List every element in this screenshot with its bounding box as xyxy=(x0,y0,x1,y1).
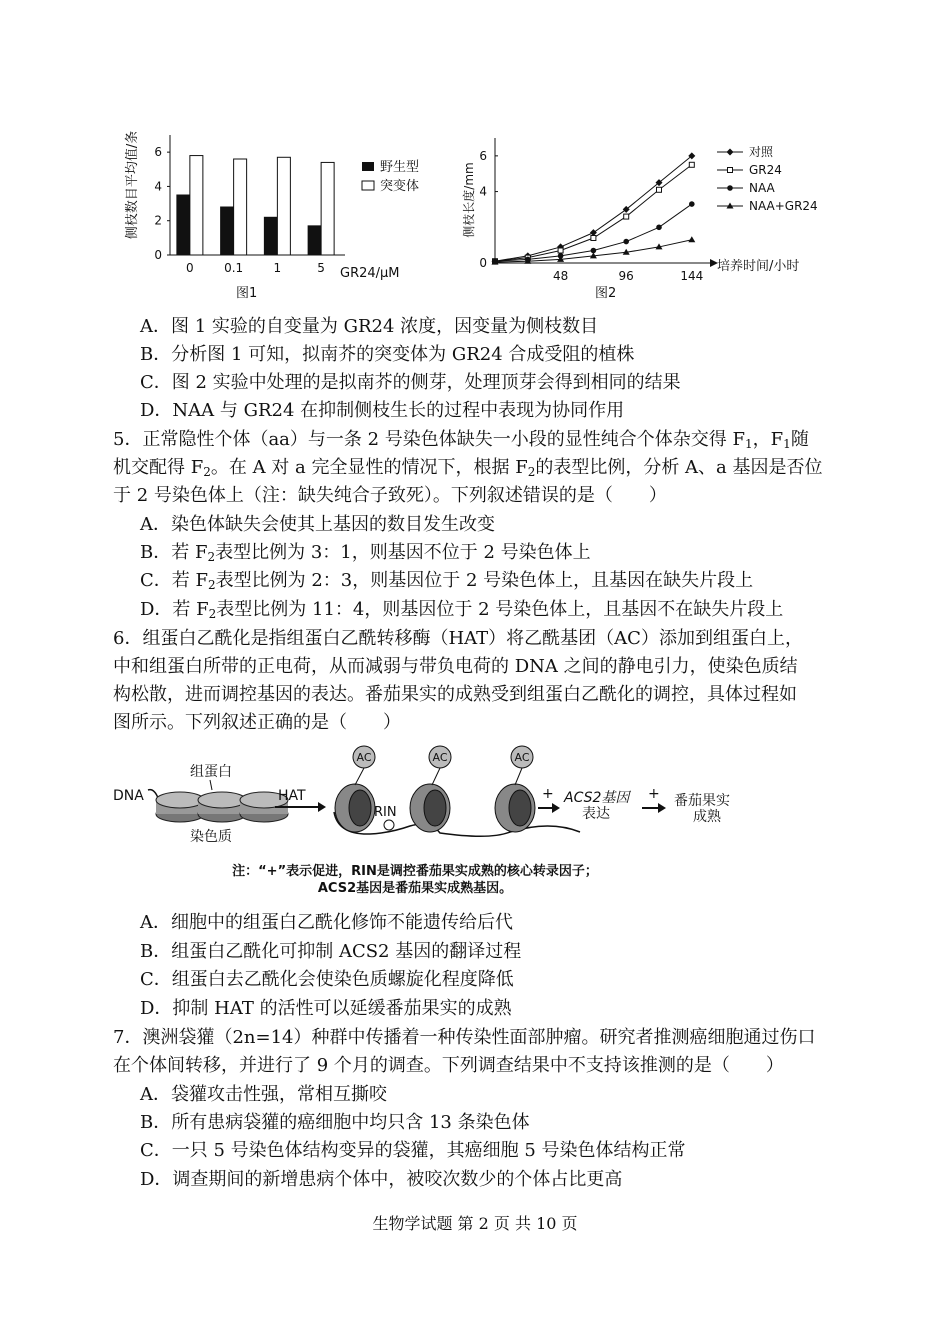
fig2-caption: 图2 xyxy=(595,286,617,301)
svg-text:AC: AC xyxy=(432,751,448,764)
fig2-x-tick-label: 48 xyxy=(552,269,569,283)
fig1-y-tick-label: 4 xyxy=(154,179,162,194)
q7-option-b: B．所有患病袋獾的癌细胞中均只含 13 条染色体 xyxy=(140,1112,530,1133)
fig2-y-tick-label: 4 xyxy=(479,184,487,199)
fig1-bar-mutant-5 xyxy=(321,162,334,255)
q5-stem-line-1: 5．正常隐性个体（aa）与一条 2 号染色体缺失一小段的显性纯合个体杂交得 $F_1$，$F_1$随 xyxy=(113,429,809,451)
acs2-expression-line-2: 表达 xyxy=(582,806,610,822)
fig2-point-3-6 xyxy=(688,236,695,242)
fig2-point-1-6 xyxy=(689,162,694,167)
q6-option-d: D．抑制 HAT 的活性可以延缓番茄果实的成熟 xyxy=(140,998,512,1019)
fig1-y-tick-label: 2 xyxy=(154,213,162,228)
q6-acetylation-diagram xyxy=(110,740,760,855)
fig1-ylabel: 侧枝数目平均值/条 xyxy=(125,130,140,240)
fig2-point-1-5 xyxy=(657,187,662,192)
q7-stem-line-1: 7．澳洲袋獾（2n=14）种群中传播着一种传染性面部肿瘤。研究者推测癌细胞通过伤口 xyxy=(113,1027,816,1048)
ripening-line-1: 番茄果实 xyxy=(674,793,730,809)
legend-label-wild: 野生型 xyxy=(380,160,420,175)
fig2-x-tick-label: 96 xyxy=(618,269,634,283)
histone-pointer xyxy=(210,780,212,790)
svg-text:AC: AC xyxy=(356,751,372,764)
dna-strand xyxy=(148,790,158,798)
rin-label: RIN xyxy=(374,805,397,820)
fig2-legend-label-1: GR24 xyxy=(749,163,782,177)
fig1-bar-wild-0.1 xyxy=(221,207,234,255)
fig2-point-2-4 xyxy=(623,239,629,245)
q6-option-a: A．细胞中的组蛋白乙酰化修饰不能遗传给后代 xyxy=(140,912,513,933)
fig1-bar-mutant-1 xyxy=(277,157,290,255)
q5-option-b: B．若 $F_2$表型比例为 3：1，则基因不位于 2 号染色体上 xyxy=(140,542,591,564)
q6-stem-line-1: 6．组蛋白乙酰化是指组蛋白乙酰转移酶（HAT）将乙酰基团（AC）添加到组蛋白上， xyxy=(113,628,803,649)
q5-stem-line-2: 机交配得 $F_2$。在 A 对 a 完全显性的情况下，根据 $F_2$的表型比例，分析 A、a 基因是否位 xyxy=(113,457,823,479)
fig1-caption: 图1 xyxy=(236,286,258,301)
fig2-series-line-0 xyxy=(495,156,692,261)
fig2-legend-marker-0 xyxy=(727,149,734,156)
q7-option-a: A．袋獾攻击性强，常相互撕咬 xyxy=(140,1084,387,1105)
q6-stem-line-4: 图所示。下列叙述正确的是（ ） xyxy=(113,712,401,733)
fig1-bar-mutant-0 xyxy=(190,156,203,255)
page-footer: 生物学试题 第 2 页 共 10 页 xyxy=(372,1214,578,1233)
hat-label: HAT xyxy=(278,788,306,804)
fig2-xlabel: 培养时间/小时 xyxy=(717,259,800,274)
fig1-legend xyxy=(362,159,419,194)
q5-option-d: D．若 $F_2$表型比例为 11：4，则基因位于 2 号染色体上，且基因不在缺失片段上 xyxy=(140,599,784,621)
q7-option-c: C．一只 5 号染色体结构变异的袋獾，其癌细胞 5 号染色体结构正常 xyxy=(140,1140,686,1161)
fig1-y-tick-label: 6 xyxy=(154,145,162,160)
rin-factor xyxy=(384,820,394,830)
legend-swatch-mutant xyxy=(362,181,374,190)
q4-option-d: D．NAA 与 GR24 在抑制侧枝生长的过程中表现为协同作用 xyxy=(140,400,625,421)
compact-chromatin xyxy=(156,792,288,822)
fig1-bar-wild-5 xyxy=(308,226,321,255)
fig2-series-line-1 xyxy=(495,165,692,261)
q4-option-c: C．图 2 实验中处理的是拟南芥的侧芽，处理顶芽会得到相同的结果 xyxy=(140,372,681,393)
fig2-y-tick-label: 0 xyxy=(479,256,487,270)
fig2-ylabel: 侧枝长度/mm xyxy=(462,162,476,238)
fig2-x-tick-label: 144 xyxy=(680,269,704,283)
fig2-point-1-3 xyxy=(591,236,596,241)
legend-swatch-wild xyxy=(362,162,374,171)
fig1-bar-mutant-0.1 xyxy=(234,159,247,255)
ripening-line-2: 成熟 xyxy=(693,809,721,825)
q5-option-c: C．若 $F_2$表型比例为 2：3，则基因位于 2 号染色体上，且基因在缺失片段上 xyxy=(140,570,754,592)
fig1-y-tick-label: 0 xyxy=(154,248,162,262)
svg-text:AC: AC xyxy=(514,751,530,764)
fig2-point-1-2 xyxy=(558,248,563,253)
fig1-x-tick-label: 0 xyxy=(186,261,194,275)
q6-option-b: B．组蛋白乙酰化可抑制 ACS2 基因的翻译过程 xyxy=(140,941,522,962)
fig2-legend xyxy=(717,144,818,213)
legend-label-mutant: 突变体 xyxy=(380,179,420,194)
fig1-xlabel: GR24/μM xyxy=(340,266,400,281)
fig2-point-2-5 xyxy=(656,224,662,230)
fig2-legend-marker-2 xyxy=(727,185,733,191)
fig2-legend-label-3: NAA+GR24 xyxy=(749,199,818,213)
fig2-legend-marker-1 xyxy=(728,168,733,173)
fig1-bar-wild-1 xyxy=(264,217,277,255)
fig1-x-tick-label: 5 xyxy=(317,261,325,275)
q6-stem-line-3: 构松散，进而调控基因的表达。番茄果实的成熟受到组蛋白乙酰化的调控，具体过程如 xyxy=(113,684,797,705)
fig2-point-1-4 xyxy=(624,214,629,219)
q6-option-c: C．组蛋白去乙酰化会使染色质螺旋化程度降低 xyxy=(140,969,514,990)
fig2-legend-label-0: 对照 xyxy=(749,145,774,159)
arrow-to-expression-head xyxy=(552,803,560,813)
q5-stem-line-3: 于 2 号染色体上（注：缺失纯合子致死）。下列叙述错误的是（ ） xyxy=(113,485,667,506)
figure-1-bar-chart xyxy=(110,125,440,305)
fig1-bar-wild-0 xyxy=(177,195,190,255)
q4-option-a: A．图 1 实验的自变量为 GR24 浓度，因变量为侧枝数目 xyxy=(140,316,599,337)
hat-arrow-head xyxy=(318,802,326,812)
histone-label: 组蛋白 xyxy=(190,764,232,780)
fig2-point-2-6 xyxy=(689,201,695,207)
nucleosome-2 xyxy=(410,746,451,832)
fig2-y-tick-label: 6 xyxy=(479,148,487,163)
plus-sign-1: + xyxy=(542,786,554,802)
arrow-to-ripening-head xyxy=(658,803,666,813)
chromatin-label: 染色质 xyxy=(190,829,232,845)
plus-sign-2: + xyxy=(648,786,660,802)
fig1-x-tick-label: 1 xyxy=(273,261,282,275)
q4-option-b: B．分析图 1 可知，拟南芥的突变体为 GR24 合成受阻的植株 xyxy=(140,344,635,365)
q6-note-line-1: 注：“+”表示促进，RIN是调控番茄果实成熟的核心转录因子； xyxy=(232,864,598,879)
q5-option-a: A．染色体缺失会使其上基因的数目发生改变 xyxy=(140,514,495,535)
q7-option-d: D．调查期间的新增患病个体中，被咬次数少的个体占比更高 xyxy=(140,1169,623,1190)
figure-2-line-chart xyxy=(455,130,835,305)
q6-figure-note xyxy=(190,863,640,897)
fig2-legend-label-2: NAA xyxy=(749,181,775,195)
acs2-expression-line-1: ACS2基因 xyxy=(564,790,630,806)
q6-note-line-2: ACS2基因是番茄果实成熟基因。 xyxy=(317,881,513,896)
dna-label: DNA xyxy=(113,788,144,804)
q6-stem-line-2: 中和组蛋白所带的正电荷，从而减弱与带负电荷的 DNA 之间的静电引力，使染色质结 xyxy=(113,656,798,677)
q7-stem-line-2: 在个体间转移，并进行了 9 个月的调查。下列调查结果中不支持该推测的是（ ） xyxy=(113,1055,784,1076)
fig1-x-tick-label: 0.1 xyxy=(224,261,244,275)
nucleosome-1 xyxy=(335,746,375,832)
nucleosome-3 xyxy=(495,746,535,832)
